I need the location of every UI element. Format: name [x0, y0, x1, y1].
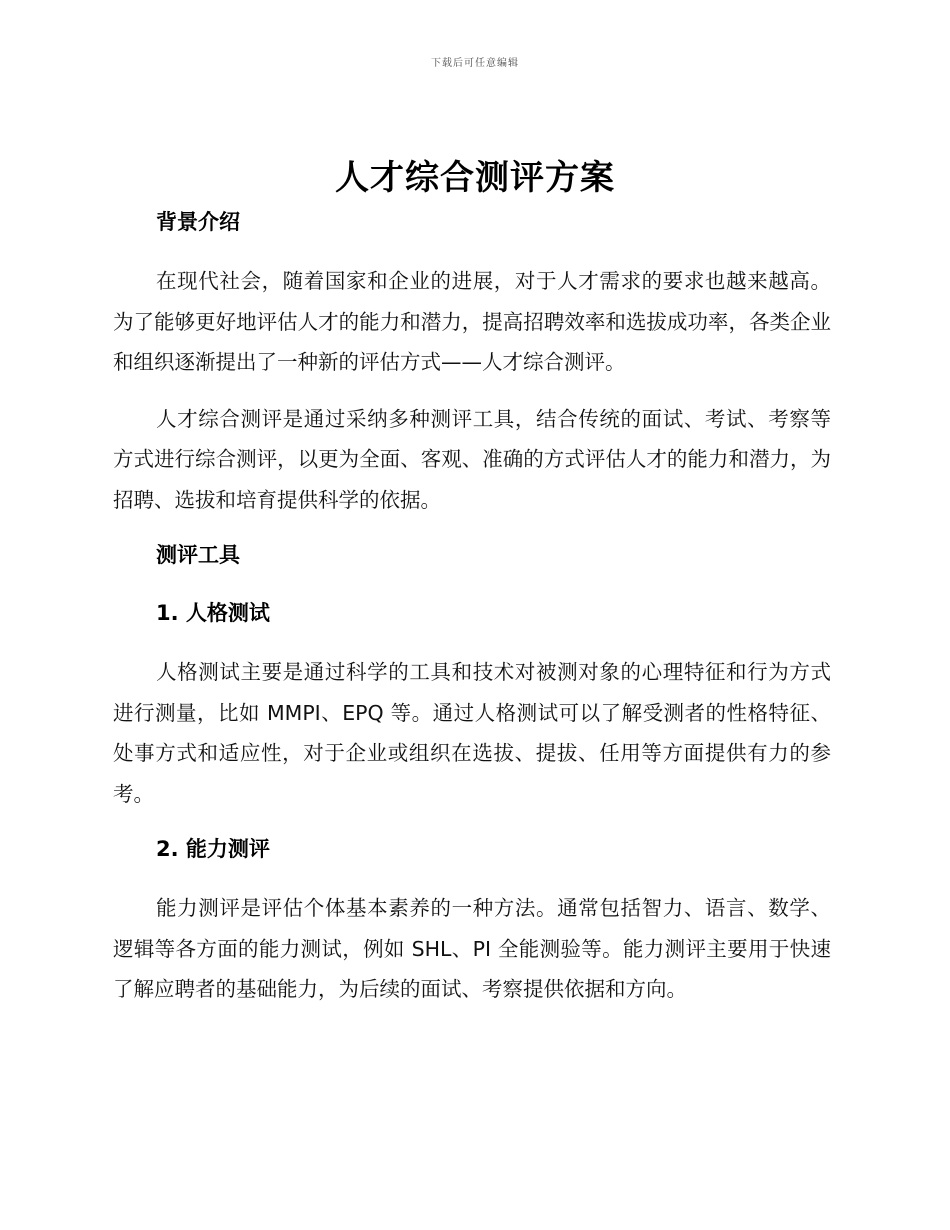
subheading-personality-test: 1. 人格测试 [156, 601, 270, 625]
document-body [113, 203, 831, 1026]
section-heading-background: 背景介绍 [156, 210, 240, 234]
paragraph-personality-test: 人格测试主要是通过科学的工具和技术对被测对象的心理特征和行为方式进行测量，比如 MMPI、EPQ 等。通过人格测试可以了解受测者的性格特征、处事方式和适应性，对于企业或组织在选拔、提拔、任用等方面提供有力的参考。 [113, 660, 831, 806]
paragraph-background-2: 人才综合测评是通过采纳多种测评工具，结合传统的面试、考试、考察等方式进行综合测评，以更为全面、客观、准确的方式评估人才的能力和潜力，为招聘、选拔和培育提供科学的依据。 [113, 406, 831, 512]
section-heading-tools: 测评工具 [156, 543, 240, 567]
paragraph-background-1: 在现代社会，随着国家和企业的进展，对于人才需求的要求也越来越高。为了能够更好地评估人才的能力和潜力，提高招聘效率和选拔成功率，各类企业和组织逐渐提出了一种新的评估方式——人才综合测评。 [113, 269, 831, 374]
header-note: 下载后可任意编辑 [431, 58, 519, 69]
paragraph-ability-test: 能力测评是评估个体基本素养的一种方法。通常包括智力、语言、数学、逻辑等各方面的能力测试，例如 SHL、PI 全能测验等。能力测评主要用于快速了解应聘者的基础能力，为后续的面试、考察提供依据和方向。 [113, 896, 831, 1001]
document-title: 人才综合测评方案 [335, 158, 615, 198]
subheading-ability-test: 2. 能力测评 [156, 837, 270, 861]
